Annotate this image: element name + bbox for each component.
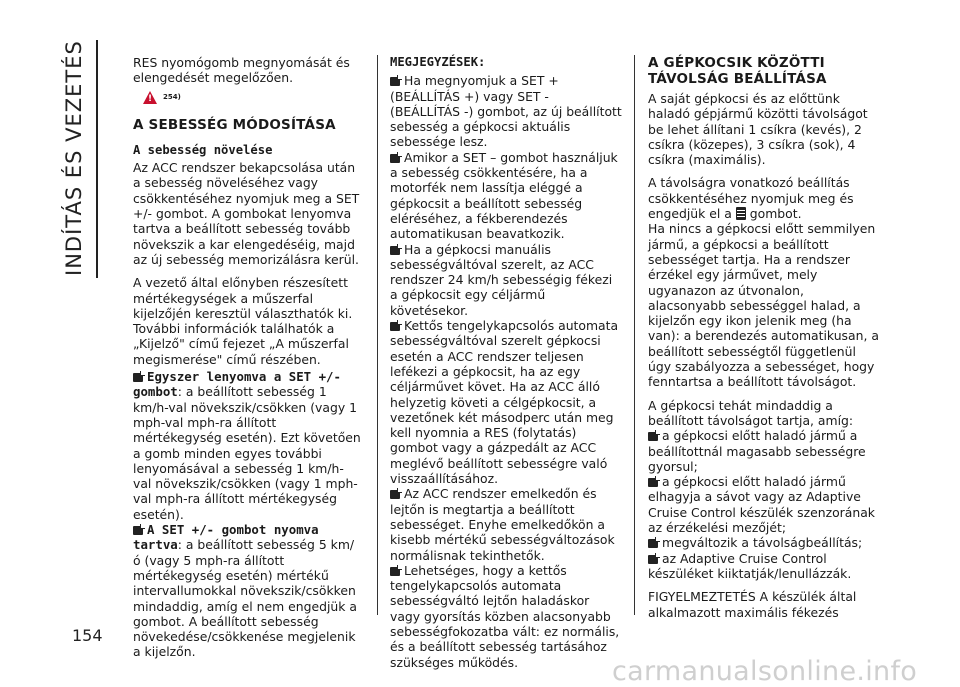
column-divider bbox=[634, 55, 635, 615]
bullet-item: megváltozik a távolságbeállítás; bbox=[648, 535, 880, 550]
section-heading: A GÉPKOCSIK KÖZÖTTI TÁVOLSÁG BEÁLLÍTÁSA bbox=[648, 55, 827, 87]
column-1 bbox=[133, 55, 361, 660]
paragraph: Az ACC rendszer bekapcsolása után a sebesség növeléséhez vagy csökkentéséhez nyomjuk meg a SET +/- gombot. A gombokat lenyomva tartva a beállított sebesség tovább növekszik a kar elengedéséig, majd az új sebesség memorizálásra kerül. bbox=[133, 160, 360, 267]
note-item: Ha megnyomjuk a SET + (BEÁLLÍTÁS +) vagy SET - (BEÁLLÍTÁS -) gombot, az új beállított sebesség a gépkocsi aktuális sebessége lesz. bbox=[390, 73, 622, 150]
bullet-item: az Adaptive Cruise Control készüléket kiiktatják/lenullázzák. bbox=[648, 550, 852, 581]
page-number: 154 bbox=[72, 626, 103, 645]
notes-heading: MEGJEGYZÉSEK: bbox=[390, 55, 486, 69]
note-item: Ha a gépkocsi manuális sebességváltóval szerelt, az ACC rendszer 24 km/h sebességig fékezi a gépkocsit egy céljármű követésekor. bbox=[390, 241, 613, 318]
bullet-icon bbox=[648, 432, 658, 441]
bullet-item bbox=[133, 369, 361, 522]
bullet-icon bbox=[390, 490, 400, 499]
bullet-icon bbox=[648, 555, 658, 564]
bullet-item: a gépkocsi előtt haladó jármű a beállítottnál magasabb sebességre gyorsul; bbox=[648, 428, 866, 474]
section-title: INDÍTÁS ÉS VEZETÉS bbox=[62, 40, 86, 276]
distance-button-icon bbox=[736, 207, 746, 220]
column-3 bbox=[648, 55, 880, 620]
bullet-icon bbox=[390, 77, 400, 86]
bullet-label: Egyszer lenyomva a SET +/- gombot bbox=[133, 369, 341, 400]
bullet-icon bbox=[648, 478, 658, 487]
paragraph: A gépkocsi tehát mindaddig a beállított távolságot tartja, amíg: bbox=[648, 397, 854, 428]
note-item: Amikor a SET – gombot használjuk a sebesség csökkentésére, ha a motorfék nem lassítja eléggé a gépkocsit a beállított sebesség eléréséhez, a fékberendezés automatikusan beavatkozik. bbox=[390, 149, 618, 242]
bullet-icon bbox=[390, 246, 400, 255]
bullet-item bbox=[133, 522, 361, 660]
paragraph: FIGYELMEZTETÉS A készülék által alkalmazott maximális fékezés bbox=[648, 589, 857, 620]
paragraph: A távolságra vonatkozó beállítás csökkentéséhez nyomjuk meg és engedjük el a gombot. bbox=[648, 175, 854, 222]
bullet-icon bbox=[133, 526, 143, 535]
paragraph: A vezető által előnyben részesített mértékegységek a műszerfal kijelzőjén keresztül választhatók ki. További információk találhatók a „Kijelző" című fejezet „A műszerfal megismerése" című részében. bbox=[133, 275, 353, 367]
note-item: Lehetséges, hogy a kettős tengelykapcsolós automata sebességváltó lejtőn haladáskor vagy gyorsítás közben alacsonyabb sebességfokozatba vált: ez normális, és a beállított sebesség tartásához szükséges működés. bbox=[390, 562, 620, 670]
bullet-icon bbox=[133, 373, 143, 382]
bullet-icon bbox=[390, 154, 400, 163]
sidebar bbox=[62, 38, 114, 283]
bullet-icon bbox=[390, 322, 400, 331]
paragraph: A saját gépkocsi és az előttünk haladó gépjármű közötti távolságot be lehet állítani 1 csíkra (kevés), 2 csíkra (közepes), 3 csíkra (sok), 4 csíkra (maximális). bbox=[648, 91, 868, 168]
bullet-text: : a beállított sebesség 1 km/h-val növekszik/csökken (vagy 1 mph-val mph-ra állított mértékegység esetén). Ezt követően a gomb minden egyes további lenyomásával a sebesség 1 km/h-val növekszik/csökken (vagy 1 mph-val mph-ra állított mértékegység esetén). bbox=[133, 384, 361, 522]
warning-reference bbox=[143, 90, 361, 105]
bullet-text: : a beállított sebesség 5 km/ó (vagy 5 mph-ra állított mértékegység esetén) mértékű intervallumokkal növekszik/csökken mindaddig, amíg el nem engedjük a gombot. A beállított sebesség növekedése/csökkenése megjelenik a kijelzőn. bbox=[133, 537, 357, 660]
paragraph: Ha nincs a gépkocsi előtt semmilyen jármű, a gépkocsi a beállított sebességet tartja. Ha a rendszer érzékel egy járművet, mely ugyanazon az útvonalon, alacsonyabb sebességgel halad, a kijelzőn egy ikon jelenik meg (ha van): a berendezés automatikusan, a beállított sebességtől függetlenül úgy szabályozza a sebességet, hogy fenntartsa a beállított távolságot. bbox=[648, 221, 879, 390]
watermark: carmanualsonline.info bbox=[612, 656, 918, 687]
column-2 bbox=[390, 55, 622, 670]
note-item: Az ACC rendszer emelkedőn és lejtőn is megtartja a beállított sebességet. Enyhe emelkedőkön a kisebb mértékű sebességváltozások normálisnak tekinthetők. bbox=[390, 486, 615, 563]
bullet-label: A SET +/- gombot nyomva tartva bbox=[133, 522, 319, 553]
subheading: A sebesség növelése bbox=[133, 142, 273, 157]
section-heading: A SEBESSÉG MÓDOSÍTÁSA bbox=[133, 116, 336, 133]
paragraph: RES nyomógomb megnyomását és elengedését megelőzően. bbox=[133, 55, 350, 86]
column-divider bbox=[377, 55, 378, 615]
warning-number: 254) bbox=[163, 92, 181, 101]
note-item: Kettős tengelykapcsolós automata sebességváltóval szerelt gépkocsi esetén a ACC rendszer teljesen lefékezi a gépkocsit, ha az egy céljárművet követ. Ha az ACC álló helyzetig követi a célgépkocsit, a vezetőnek két másodperc után meg kell nyomnia a RES (folytatás) gombot vagy a gázpedált az ACC meglévő beállított sebességre való visszaállításához. bbox=[390, 318, 619, 487]
section-rule bbox=[96, 40, 98, 278]
bullet-item: a gépkocsi előtt haladó jármű elhagyja a sávot vagy az Adaptive Cruise Control készülék szenzorának az érzékelési mezőjét; bbox=[648, 474, 875, 536]
warning-triangle-icon bbox=[143, 91, 157, 104]
bullet-icon bbox=[390, 567, 400, 576]
bullet-icon bbox=[648, 539, 658, 548]
